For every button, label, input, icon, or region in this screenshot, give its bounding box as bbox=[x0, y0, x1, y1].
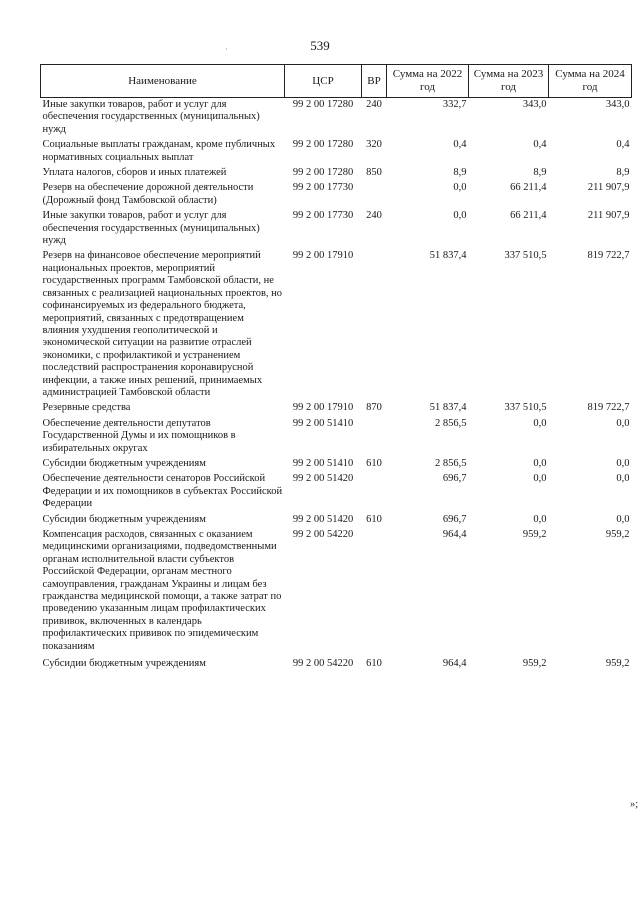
row-sum-2024: 0,4 bbox=[616, 139, 630, 151]
row-name: Субсидии бюджетным учреждениям bbox=[42, 457, 206, 469]
row-sum-2023: 337 510,5 bbox=[504, 402, 547, 414]
row-sum-2024: 0,0 bbox=[616, 457, 630, 469]
row-name: Обеспечение деятельности депутатов Государственной Думы и их помощников в избирательных округах bbox=[42, 417, 236, 454]
row-vr bbox=[362, 472, 387, 512]
row-sum-2022: 51 837,4 bbox=[429, 402, 467, 414]
row-sum-2024: 819 722,7 bbox=[587, 250, 630, 262]
row-sum-2022: 2 856,5 bbox=[435, 417, 467, 429]
row-sum-2022: 964,4 bbox=[442, 529, 467, 540]
page-number: 539 bbox=[310, 38, 330, 53]
row-sum-2022: 8,9 bbox=[453, 167, 467, 179]
row-sum-2024: 959,2 bbox=[605, 658, 630, 670]
row-name: Субсидии бюджетным учреждениям bbox=[42, 658, 206, 670]
row-vr: 610 bbox=[366, 513, 382, 525]
table-row bbox=[41, 528, 632, 657]
row-name: Социальные выплаты гражданам, кроме публичных нормативных социальных выплат bbox=[42, 139, 276, 163]
row-name: Резерв на обеспечение дорожной деятельности (Дорожный фонд Тамбовской области) bbox=[42, 182, 254, 206]
row-vr bbox=[362, 181, 387, 209]
row-sum-2023: 0,0 bbox=[533, 513, 547, 525]
table-row bbox=[41, 513, 632, 528]
header-sum-2022: Сумма на 2022 год bbox=[387, 65, 469, 98]
header-name: Наименование bbox=[41, 65, 285, 98]
row-vr: 870 bbox=[366, 402, 382, 414]
row-sum-2024: 0,0 bbox=[616, 513, 630, 525]
row-sum-2023: 0,4 bbox=[533, 139, 547, 151]
table-row bbox=[41, 417, 632, 457]
row-vr: 240 bbox=[366, 210, 382, 222]
row-sum-2024: 8,9 bbox=[616, 167, 630, 179]
row-sum-2024: 211 907,9 bbox=[587, 182, 630, 194]
row-sum-2024: 343,0 bbox=[605, 99, 630, 110]
row-sum-2023: 0,0 bbox=[533, 457, 547, 469]
table-row bbox=[41, 472, 632, 512]
table-row bbox=[41, 138, 632, 166]
row-name: Обеспечение деятельности сенаторов Российской Федерации и их помощников в субъектах Российской Федерации bbox=[42, 473, 283, 510]
header-csr: ЦСР bbox=[285, 65, 362, 98]
row-sum-2023: 959,2 bbox=[522, 529, 547, 540]
row-csr: 99 2 00 17910 bbox=[292, 250, 354, 262]
row-name: Иные закупки товаров, работ и услуг для обеспечения государственных (муниципальных) нужд bbox=[42, 99, 260, 135]
row-name: Иные закупки товаров, работ и услуг для обеспечения государственных (муниципальных) нужд bbox=[42, 210, 260, 247]
table-row bbox=[41, 401, 632, 416]
row-csr: 99 2 00 17280 bbox=[292, 167, 354, 179]
row-sum-2023: 337 510,5 bbox=[504, 250, 547, 262]
row-sum-2022: 0,0 bbox=[453, 210, 467, 222]
row-sum-2022: 696,7 bbox=[442, 513, 467, 525]
row-csr: 99 2 00 17910 bbox=[292, 402, 354, 414]
row-vr bbox=[362, 249, 387, 401]
table-row bbox=[41, 181, 632, 209]
header-sum-2024: Сумма на 2024 год bbox=[549, 65, 632, 98]
row-csr: 99 2 00 54220 bbox=[292, 658, 354, 670]
row-csr: 99 2 00 17730 bbox=[292, 210, 354, 222]
row-sum-2024: 819 722,7 bbox=[587, 402, 630, 414]
row-vr bbox=[362, 528, 387, 657]
row-csr: 99 2 00 51420 bbox=[292, 473, 354, 485]
row-sum-2022: 0,0 bbox=[453, 182, 467, 194]
row-vr: 850 bbox=[366, 167, 382, 179]
row-csr: 99 2 00 17280 bbox=[292, 139, 354, 151]
scan-mark: · bbox=[225, 45, 228, 54]
table-header-row bbox=[41, 65, 632, 98]
table-row bbox=[41, 98, 632, 139]
row-sum-2023: 8,9 bbox=[533, 167, 547, 179]
row-sum-2022: 964,4 bbox=[442, 658, 467, 670]
row-sum-2022: 332,7 bbox=[442, 99, 467, 110]
row-vr: 240 bbox=[366, 99, 382, 110]
row-sum-2023: 343,0 bbox=[522, 99, 547, 110]
row-sum-2022: 0,4 bbox=[453, 139, 467, 151]
row-name: Резерв на финансовое обеспечение мероприятий национальных проектов, мероприятий государственных программ Тамбовской области, не связанных с реализацией национальных проектов, но софинансируемых из федерального бюджета, мероприятий, связанных с предотвращением влияния ухудшения геополитической и экономической ситуации на развитие отраслей экономики, с профилактикой и устранением последствий распространения коронавирусной инфекции, а также иных решений, принимаемых администрацией Тамбовской области bbox=[42, 250, 283, 398]
row-csr: 99 2 00 54220 bbox=[292, 529, 354, 540]
row-sum-2022: 696,7 bbox=[442, 473, 467, 485]
row-sum-2024: 0,0 bbox=[616, 417, 630, 429]
row-name: Компенсация расходов, связанных с оказанием медицинскими организациями, подведомственными органам исполнительной власти субъектов Российской Федерации, органам местного самоуправления, гражданам Украины и лицам без гражданства медицинской помощи, а также затрат по проведению указанным лицам профилактических прививок, включенных в календарь профилактических прививок по эпидемическим показаниям bbox=[42, 529, 282, 652]
table-row bbox=[41, 166, 632, 181]
row-vr: 610 bbox=[366, 658, 382, 670]
row-csr: 99 2 00 51420 bbox=[292, 513, 354, 525]
row-sum-2024: 0,0 bbox=[616, 473, 630, 485]
row-sum-2024: 211 907,9 bbox=[587, 210, 630, 222]
row-vr: 610 bbox=[366, 457, 382, 469]
table-row bbox=[41, 249, 632, 401]
row-sum-2022: 51 837,4 bbox=[429, 250, 467, 262]
budget-table bbox=[40, 64, 632, 672]
row-sum-2022: 2 856,5 bbox=[435, 457, 467, 469]
row-sum-2023: 66 211,4 bbox=[510, 210, 547, 222]
row-name: Субсидии бюджетным учреждениям bbox=[42, 513, 206, 525]
closing-quote-mark: »; bbox=[630, 799, 639, 810]
table-row bbox=[41, 209, 632, 249]
row-sum-2024: 959,2 bbox=[605, 529, 630, 540]
row-sum-2023: 0,0 bbox=[533, 473, 547, 485]
row-csr: 99 2 00 17280 bbox=[292, 99, 354, 110]
row-csr: 99 2 00 51410 bbox=[292, 417, 354, 429]
row-sum-2023: 959,2 bbox=[522, 658, 547, 670]
row-name: Уплата налогов, сборов и иных платежей bbox=[42, 167, 227, 179]
row-name: Резервные средства bbox=[42, 402, 131, 414]
header-vr: ВР bbox=[362, 65, 387, 98]
row-csr: 99 2 00 51410 bbox=[292, 457, 354, 469]
row-sum-2023: 66 211,4 bbox=[510, 182, 547, 194]
row-vr: 320 bbox=[366, 139, 382, 151]
row-csr: 99 2 00 17730 bbox=[292, 182, 354, 194]
header-sum-2023: Сумма на 2023 год bbox=[469, 65, 549, 98]
row-vr bbox=[362, 417, 387, 457]
table-row bbox=[41, 457, 632, 472]
row-sum-2023: 0,0 bbox=[533, 417, 547, 429]
table-row bbox=[41, 657, 632, 672]
